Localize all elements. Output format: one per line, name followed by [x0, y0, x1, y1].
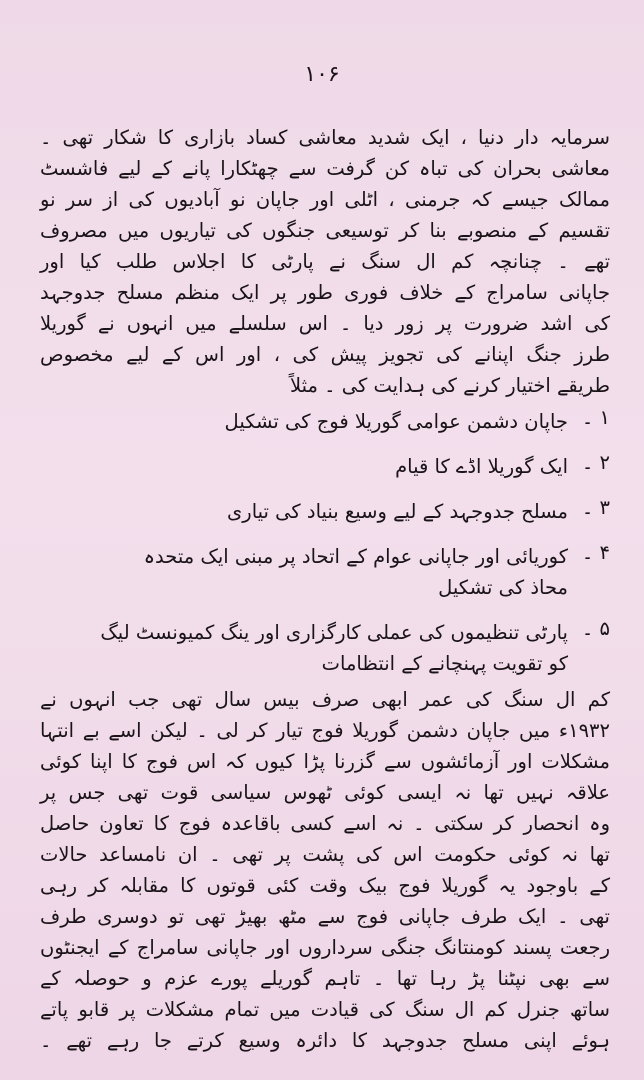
- text-line: تھا نہ کوئی حکومت اس کی پشت پر تھی ۔ ان نامساعد حالات: [40, 843, 610, 866]
- text-line: مشکلات اور آزمائشوں سے گزرنا پڑا کیوں کہ اس فوج کا اپنا کوئی: [40, 750, 610, 773]
- text-line: ۱۹۳۲ء میں جاپان دشمن گوریلا فوج تیار کر لی ۔ لیکن اسے بے انتہا: [40, 719, 610, 742]
- list-item-number: ۱ ۔: [581, 406, 610, 429]
- list-item-text: مسلح جدوجہد کے لیے وسیع بنیاد کی تیاری: [227, 500, 568, 523]
- list-item-text: محاذ کی تشکیل: [438, 576, 568, 599]
- list-item: [80, 496, 610, 527]
- text-line: ساتھ جنرل کم ال سنگ کی قیادت میں تمام مشکلات پر قابو پاتے: [40, 998, 610, 1021]
- list-item-number: ۵ ۔: [581, 617, 610, 640]
- list-item-text: پارٹی تنظیموں کی عملی کارگزاری اور ینگ کمیونسٹ لیگ: [100, 621, 568, 644]
- text-line: تقسیم کے منصوبے بنا کر توسیعی جنگوں کی تیاریوں میں مصروف: [40, 219, 610, 242]
- list-item-number: ۲ ۔: [581, 451, 610, 474]
- numbered-list: [80, 406, 610, 693]
- list-item-text: ایک گوریلا اڈے کا قیام: [395, 455, 568, 478]
- list-item: [80, 617, 610, 679]
- text-line: طریقے اختیار کرنے کی ہدایت کی ۔ مثلاً: [290, 374, 610, 397]
- list-item-text: کوریائی اور جاپانی عوام کے اتحاد پر مبنی ایک متحدہ: [143, 545, 568, 568]
- text-line: سے بھی نپٹنا پڑ رہا تھا ۔ تاہم گوریلے پورے عزم و حوصلہ کے: [40, 967, 610, 990]
- text-line: تھے ۔ چنانچہ کم ال سنگ نے پارٹی کا اجلاس طلب کیا اور: [40, 250, 610, 273]
- text-line: کی اشد ضرورت پر زور دیا ۔ اس سلسلے میں انہوں نے گوریلا: [40, 312, 610, 335]
- paragraph-1: [40, 122, 610, 401]
- text-line: معاشی بحران کی تباہ کن گرفت سے چھٹکارا پانے کے لیے فاشسٹ: [40, 157, 610, 180]
- list-item-number: ۳ ۔: [581, 496, 610, 519]
- text-line: کم ال سنگ کی عمر ابھی صرف بیس سال تھی جب انہوں نے: [40, 688, 610, 711]
- text-line: وہ انحصار کر سکتی ۔ نہ اسے کسی باقاعدہ فوج کا تعاون حاصل: [40, 812, 610, 835]
- list-item: [80, 451, 610, 482]
- text-line: تھی ۔ ایک طرف جاپانی فوج سے مٹھ بھیڑ تھی تو دوسری طرف: [40, 905, 610, 928]
- text-line: ہوئے اپنی مسلح جدوجہد کا دائرہ وسیع کرتے جا رہے تھے ۔: [40, 1029, 610, 1052]
- text-line: کے باوجود یہ گوریلا فوج بیک وقت کئی قوتوں کا مقابلہ کر رہی: [40, 874, 610, 897]
- text-line: طرز جنگ اپنانے کی تجویز پیش کی ، اور اس کے لیے مخصوص: [40, 343, 610, 366]
- text-line: ممالک جیسے کہ جرمنی ، اٹلی اور جاپان نو آبادیوں کی از سر نو: [40, 188, 610, 211]
- text-line: علاقہ نہیں تھا نہ ایسی کوئی ٹھوس سیاسی قوت تھی جس پر: [40, 781, 610, 804]
- list-item: [80, 406, 610, 437]
- text-line: سرمایہ دار دنیا ، ایک شدید معاشی کساد بازاری کا شکار تھی ۔: [40, 126, 610, 149]
- paragraph-2: [40, 684, 610, 1056]
- list-item-number: ۴ ۔: [581, 541, 610, 564]
- text-line: جاپانی سامراج کے خلاف فوری طور پر ایک منظم مسلح جدوجہد: [40, 281, 610, 304]
- list-item: [80, 541, 610, 603]
- page-number: ۱۰۶: [304, 62, 340, 87]
- list-item-text: جاپان دشمن عوامی گوریلا فوج کی تشکیل: [224, 410, 568, 433]
- list-item-text: کو تقویت پہنچانے کے انتظامات: [321, 652, 568, 675]
- text-line: رجعت پسند کومنتانگ جنگی سرداروں اور جاپانی سامراج کے ایجنٹوں: [40, 936, 610, 959]
